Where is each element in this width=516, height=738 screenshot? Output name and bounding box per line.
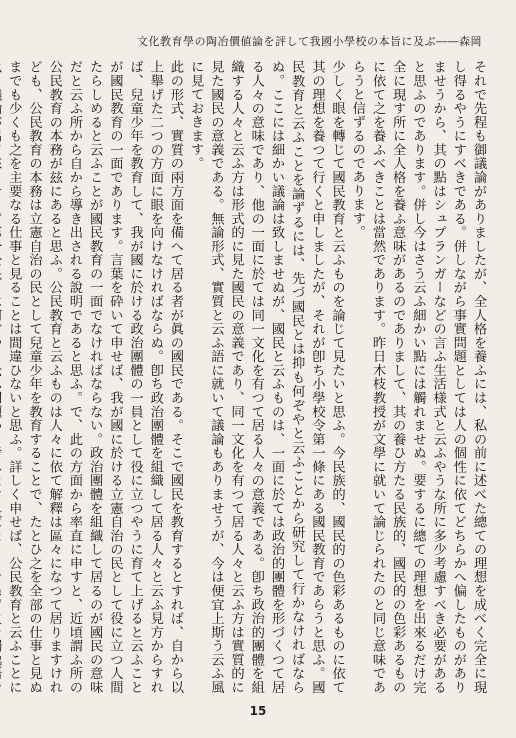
body-paragraph: 少しく眼を轉じて國民教育と云ふものを論じて見たいと思ふ。今民族的、國民的の色彩あるものに依て其の理想を養つて行くと申しましたが、それが卽ち小學校令第一條にある國民教育であらうと思ふ。國民教育と云ふことを論ずるには、先づ國民とは抑も何ぞやと云ふことから研究して行かなければならぬ。ここには細かい議論は致しませぬが、國民と云ふものは、一面に於ては政治的團體を形づくつて居る人々の意味であり、他の一面に於ては同一文化を有つて居る人々の意義である。卽ち政治的團體を組織する人々と云ふ方は形式的に見た國民の意義であり、同一文化を有つて居る人々と云ふ方は實質的に見た國民の意義である。無論形式、實質と云ふ語に就いて議論もありませうが、今は便宜上斯う云ふ風に見ておきます。 [188,60,345,694]
page-number: 15 [249,704,267,718]
body-text [6,60,488,694]
body-paragraph: 此の形式、實質の兩方面を備へて居る者が眞の國民である。そこで國民を教育するとすれば、自から以上舉げた二つの方面に眼を向けなければならぬ。卽ち政治團體を組織して居る人々と云ふ見方からすれば、兒童少年を教育して、我が國に於ける政治團體の一員として役に立つやうに育て上げると云ふことが國民教育の一面であります。言葉を砕いて申せば、我が國に於ける立憲自治の民として役に立つ人間たらしめると云ふことが國民教育の一面でなければならない。政治團體を組織して居るのが國民の意味だと云ふ所から自から導き出される說明であると思ふ。で、此の方面から率直に申すと、近頃謂ふ所の公民教育の本務が玆にあると思ふ。公民教育と云ふものは人々に依て解釋は區々になつて居りますけれども、公民教育の本務は立憲自治の民として兒童少年を教育することで、たとひ之を全部の仕事と見ぬまでも少くも之を主要なる仕事と見ることは間違ひないと思ふ。詳しく申せば、公民教育と云ふことに [6,60,183,694]
body-paragraph: それで先程も御議論がありましたが、全人格を養ふには、私の前に述べた總ての理想を成べく完全に現し得るやうにすべきである。併しながら事實問題としては人の個性に依てどちらかへ偏したものがありませうから、其の點はシュプランガーなどの言ふ生活様式と云ふやうな所に多少考慮すべき必要があると思ふのであります。併し今はさう云ふ細かい點には觸れませぬ。要するに總ての理想を出來るだけ完全に現す所に全人格を養ふ意味があるのでありまして、其の養ひ方たる民族的、國民的の色彩あるものに依て之を養ふべきことは當然であります。昨日木枝教授が文學に就いて論じられたのと同じ意味であらうと信ずるのであります。 [349,60,486,694]
running-header: 文化教育學の陶冶價値論を評して我國小學校の本旨に及ぶ――森岡 [137,35,482,48]
